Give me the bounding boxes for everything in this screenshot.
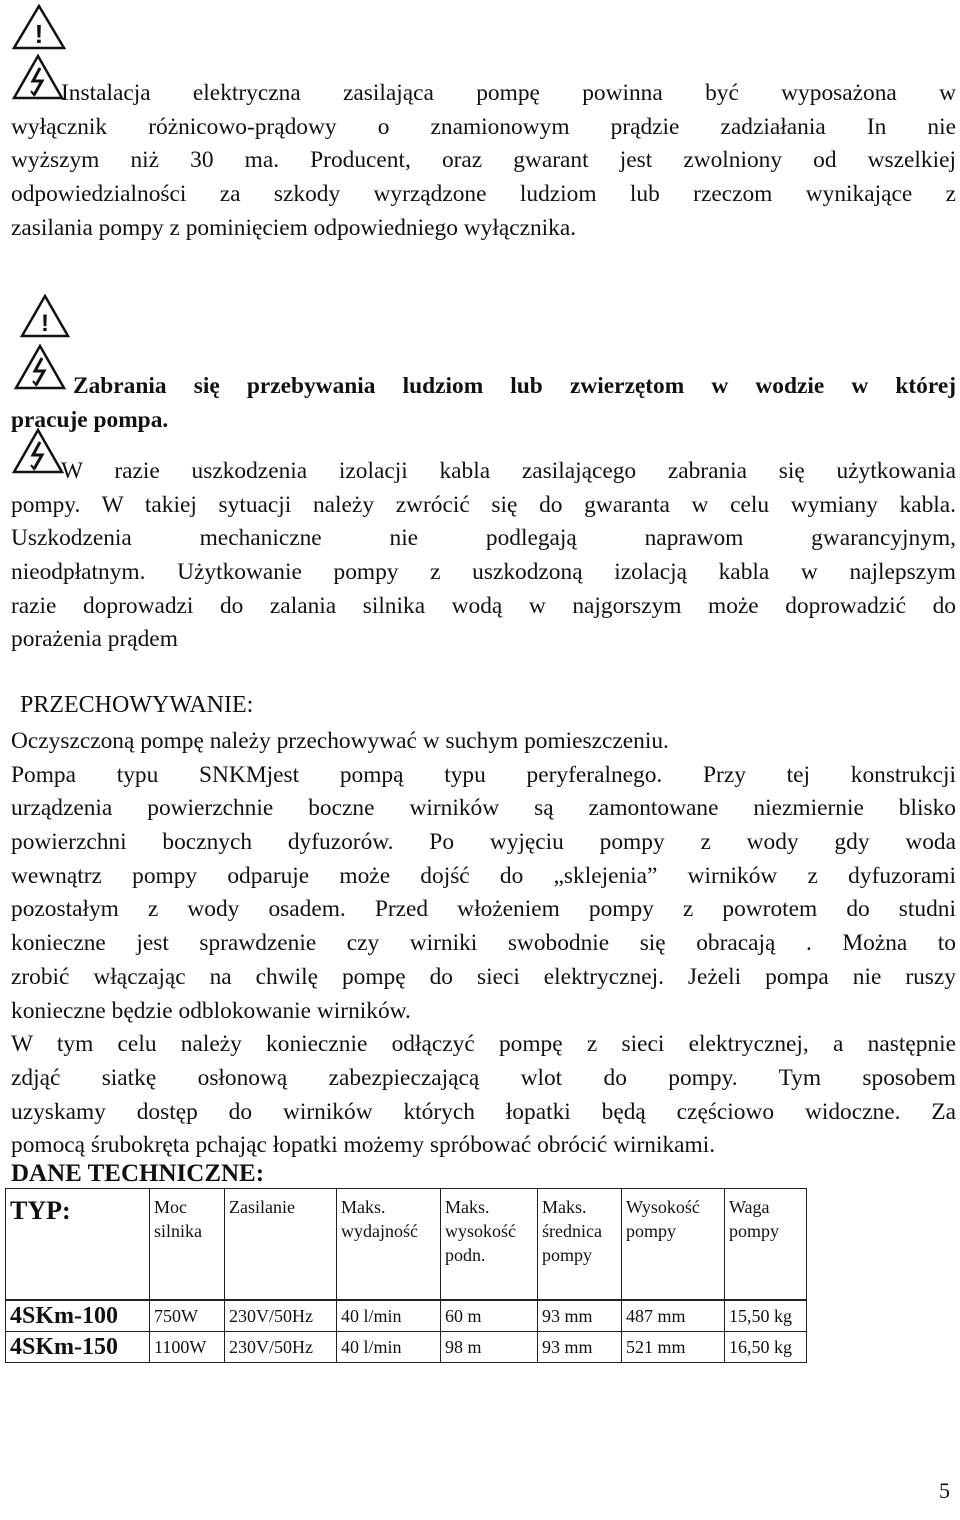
text-line: W razie uszkodzenia izolacji kabla zasilającego zabrania się użytkowania [61,458,956,484]
text-line: konieczne jest sprawdzenie czy wirniki swobodnie się obracają . Można to [11,930,956,957]
text-line: wewnątrz pompy odparuje może dojść do „sklejenia” wirników z dyfuzorami [11,862,956,889]
text-line: W tym celu należy koniecznie odłączyć pompę z sieci elektrycznej, a następnie [11,1031,956,1058]
text-line: pompy. W takiej sytuacji należy zwrócić się do gwaranta w celu wymiany kabla. [11,491,956,518]
text-line: zasilania pompy z pominięciem odpowiedniego wyłącznika. [11,214,577,241]
text-line: Zabrania się przebywania ludziom lub zwierzętom w wodzie w której [73,373,956,399]
column-header: Maks. wydajność [337,1189,441,1301]
tech-heading: DANE TECHNICZNE: [11,1160,265,1187]
column-header: Zasilanie [225,1189,337,1301]
text-line: powierzchni bocznych dyfuzorów. Po wyjęciu pompy z wody gdy woda [11,829,956,856]
text-line: Uszkodzenia mechaniczne nie podlegają naprawom gwarancyjnym, [11,525,956,552]
table-cell: 40 l/min [337,1300,441,1332]
text-line: Instalacja elektryczna zasilająca pompę powinna być wyposażona w [61,80,956,106]
text-line: konieczne będzie odblokowanie wirników. [11,997,411,1024]
text-line: razie doprowadzi do zalania silnika wodą w najgorszym może doprowadzić do [11,592,956,619]
text-line: zrobić włączając na chwilę pompę do sieci elektrycznej. Jeżeli pompa nie ruszy [11,963,956,990]
table-cell: 93 mm [538,1300,622,1332]
text-line: urządzenia powierzchnie boczne wirników są zamontowane niezmiernie blisko [11,795,956,822]
table-cell: 93 mm [538,1332,622,1363]
table-header-row [6,1189,807,1301]
table-cell: 487 mm [622,1300,725,1332]
storage-text [11,725,956,1163]
text-line: wyłącznik różnicowo-prądowy o znamionowym prądzie zadziałania In nie [11,113,956,140]
column-header: Maks. średnica pompy [538,1189,622,1301]
text-line: pozostałym z wody osadem. Przed włożeniem pompy z powrotem do studni [11,896,956,923]
text-line: Pompa typu SNKMjest pompą typu peryferalnego. Przy tej konstrukcji [11,761,956,788]
table-cell: 40 l/min [337,1332,441,1363]
text-line: zdjąć siatkę osłonową zabezpieczającą wlot do pompy. Tym sposobem [11,1064,956,1091]
text-line: odpowiedzialności za szkody wyrządzone ludziom lub rzeczom wynikające z [11,181,956,208]
text-line: pracuje pompa. [11,406,169,433]
table-cell: 15,50 kg [725,1300,807,1332]
warning-no-persons-text [11,370,956,437]
text-line: porażenia prądem [11,626,178,653]
svg-text:!: ! [41,310,49,337]
text-line: Oczyszczoną pompę należy przechowywać w suchym pomieszczeniu. [11,728,669,754]
table-cell: 230V/50Hz [225,1300,337,1332]
table-cell: 4SKm-150 [6,1332,150,1363]
table-cell: 4SKm-100 [6,1300,150,1332]
table-row [6,1332,807,1363]
column-header: Waga pompy [725,1189,807,1301]
tech-table [5,1188,807,1363]
table-row [6,1300,807,1332]
table-cell: 16,50 kg [725,1332,807,1363]
text-line: nieodpłatnym. Użytkowanie pompy z uszkodzoną izolacją kabla w najlepszym [11,559,956,586]
column-header: Wysokość pompy [622,1189,725,1301]
storage-heading: PRZECHOWYWANIE: [20,692,254,718]
warning-cable-damage-text [11,455,956,657]
svg-text:!: ! [34,19,44,49]
table-cell: 1100W [150,1332,225,1363]
warning-triangle-icon [12,4,66,50]
table-cell: 60 m [441,1300,538,1332]
table-cell: 230V/50Hz [225,1332,337,1363]
warning-power-supply-text [11,77,956,245]
warning-triangle-icon [20,294,70,338]
text-line: pomocą śrubokręta pchając łopatki możemy spróbować obrócić wirnikami. [11,1132,716,1159]
page-number: 5 [939,1478,950,1503]
table-cell: 521 mm [622,1332,725,1363]
text-line: uzyskamy dostęp do wirników których łopatki będą częściowo widoczne. Za [11,1098,956,1125]
column-header: Moc silnika [150,1189,225,1301]
type-label: TYP: [6,1189,150,1301]
column-header: Maks. wysokość podn. [441,1189,538,1301]
text-line: wyższym niż 30 ma. Producent, oraz gwarant jest zwolniony od wszelkiej [11,147,956,174]
table-cell: 98 m [441,1332,538,1363]
table-cell: 750W [150,1300,225,1332]
